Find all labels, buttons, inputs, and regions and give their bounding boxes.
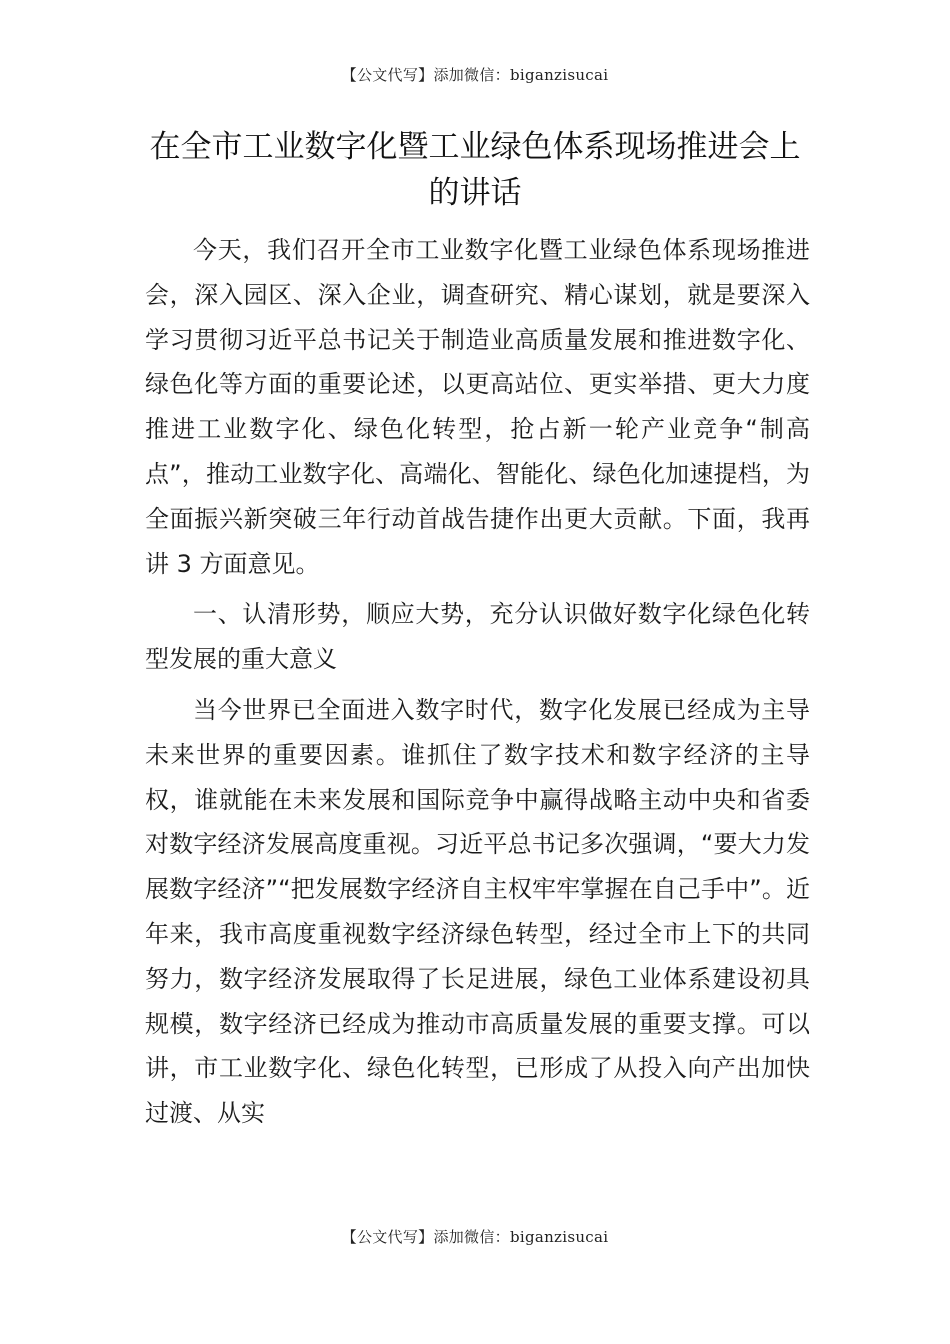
page-header-watermark: 【公文代写】添加微信：biganzisucai bbox=[341, 66, 609, 84]
section-heading-1: 一、认清形势，顺应大势，充分认识做好数字化绿色化转型发展的重大意义 bbox=[145, 600, 810, 674]
paragraph-section-1: 当今世界已全面进入数字时代，数字化发展已经成为主导未来世界的重要因素。谁抓住了数字技术和数字经济的主导权，谁就能在未来发展和国际竞争中赢得战略主动中央和省委对数字经济发展高度重视。习近平总书记多次强调，“要大力发展数字经济”“把发展数字经济自主权牢牢掌握在自己手中”。近年来，我市高度重视数字经济绿色转型，经过全市上下的共同努力，数字经济发展取得了长足进展，绿色工业体系建设初具规模，数字经济已经成为推动市高质量发展的重要支撑。可以讲，市工业数字化、绿色化转型，已形成了从投入向产出加快过渡、从实 bbox=[145, 695, 810, 1128]
document-title: 在全市工业数字化暨工业绿色体系现场推进会上的讲话 bbox=[149, 129, 801, 211]
paragraph-intro: 今天，我们召开全市工业数字化暨工业绿色体系现场推进会，深入园区、深入企业，调查研究、精心谋划，就是要深入学习贯彻习近平总书记关于制造业高质量发展和推进数字化、绿色化等方面的重要论述，以更高站位、更实举措、更大力度推进工业数字化、绿色化转型，抢占新一轮产业竞争“制高点”，推动工业数字化、高端化、智能化、绿色化加速提档，为全面振兴新突破三年行动首战告捷作出更大贡献。下面，我再讲 3 方面意见。 bbox=[145, 236, 810, 578]
page-footer-watermark: 【公文代写】添加微信：biganzisucai bbox=[341, 1228, 609, 1246]
document-body bbox=[145, 228, 810, 1142]
